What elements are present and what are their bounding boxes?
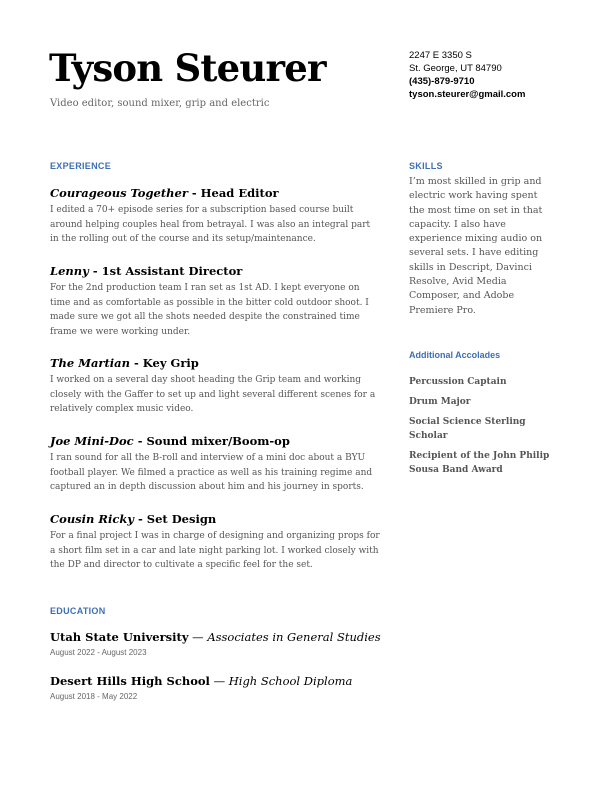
job-title xyxy=(50,185,380,201)
resume-name: Tyson Steurer xyxy=(49,46,326,90)
address-line-1: 2247 E 3350 S xyxy=(409,50,472,61)
school-name: Desert Hills High School xyxy=(50,674,210,688)
job-entry xyxy=(50,185,380,247)
experience-heading: EXPERIENCE xyxy=(50,161,112,171)
job-description: I worked on a several day shoot heading the Grip team and working closely with the Gaffer to set up and light several different scenes for a relatively complex music video. xyxy=(50,375,376,414)
job-project: Courageous Together xyxy=(50,186,188,200)
accolade-item: Recipient of the John Philip Sousa Band Award xyxy=(409,450,550,475)
degree-name: Associates in General Studies xyxy=(207,630,381,644)
job-entry xyxy=(50,263,380,339)
skills-heading: SKILLS xyxy=(409,161,443,171)
accolade-item: Percussion Captain xyxy=(409,377,507,387)
job-description: For the 2nd production team I ran set as 1st AD. I kept everyone on time and as comfortable as possible in the bitter cold outdoor shoot. I made sure we got all the shots needed despite the constrained time frame we were working under. xyxy=(50,283,369,337)
education-dates: August 2018 - May 2022 xyxy=(50,692,138,701)
job-project: Joe Mini-Doc xyxy=(50,434,134,448)
title-separator: — xyxy=(209,674,229,688)
job-role: - 1st Assistant Director xyxy=(88,264,243,278)
accolade-item: Drum Major xyxy=(409,396,471,407)
degree-name: High School Diploma xyxy=(228,674,353,688)
education-title xyxy=(50,629,380,645)
job-title xyxy=(50,433,380,449)
school-name: Utah State University xyxy=(50,630,189,644)
job-entry xyxy=(50,511,380,573)
phone-number[interactable]: (435)-879-9710 xyxy=(409,76,475,87)
job-title xyxy=(50,263,380,279)
education-title xyxy=(50,673,380,689)
job-description: I ran sound for all the B-roll and interview of a mini doc about a BYU football player. We filmed a practice as well as his training regime and captured an in depth discussion about him and his journey in sports. xyxy=(50,453,373,492)
resume-tagline: Video editor, sound mixer, grip and electric xyxy=(50,98,270,109)
skills-description: I’m most skilled in grip and electric work having spent the most time on set in that capacity. I also have experience mixing audio on several sets. I have editing skills in Descript, Davinci Resolve, Avid Media Composer, and Adobe Premiere Pro. xyxy=(409,176,543,316)
job-entry xyxy=(50,433,380,495)
job-title xyxy=(50,355,380,371)
education-heading: EDUCATION xyxy=(50,606,106,616)
job-title xyxy=(50,511,380,527)
email-address[interactable]: tyson.steurer@gmail.com xyxy=(409,89,526,100)
job-role: - Sound mixer/Boom-op xyxy=(133,434,290,448)
job-project: Cousin Ricky xyxy=(50,512,134,526)
contact-block xyxy=(409,49,525,101)
job-project: Lenny xyxy=(50,264,89,278)
accolade-item: Social Science Sterling Scholar xyxy=(409,416,526,441)
job-entry xyxy=(50,355,380,417)
accolades-heading: Additional Accolades xyxy=(409,350,501,360)
job-role: - Set Design xyxy=(133,512,217,526)
job-description: I edited a 70+ episode series for a subscription based course built around helping couples heal from betrayal. I was also an integral part in the rolling out of the course and its setup/maintenance. xyxy=(50,205,371,244)
job-role: - Head Editor xyxy=(187,186,279,200)
education-dates: August 2022 - August 2023 xyxy=(50,648,147,657)
education-entry xyxy=(50,673,380,701)
job-project: The Martian xyxy=(50,356,130,370)
address-line-2: St. George, UT 84790 xyxy=(409,63,502,74)
job-role: - Key Grip xyxy=(129,356,199,370)
job-description: For a final project I was in charge of designing and organizing props for a short film set in a car and late night parking lot. I worked closely with the DP and director to cultivate a specific feel for the set. xyxy=(50,531,380,570)
accolades-list xyxy=(409,375,559,483)
education-entry xyxy=(50,629,380,657)
title-separator: — xyxy=(188,630,208,644)
